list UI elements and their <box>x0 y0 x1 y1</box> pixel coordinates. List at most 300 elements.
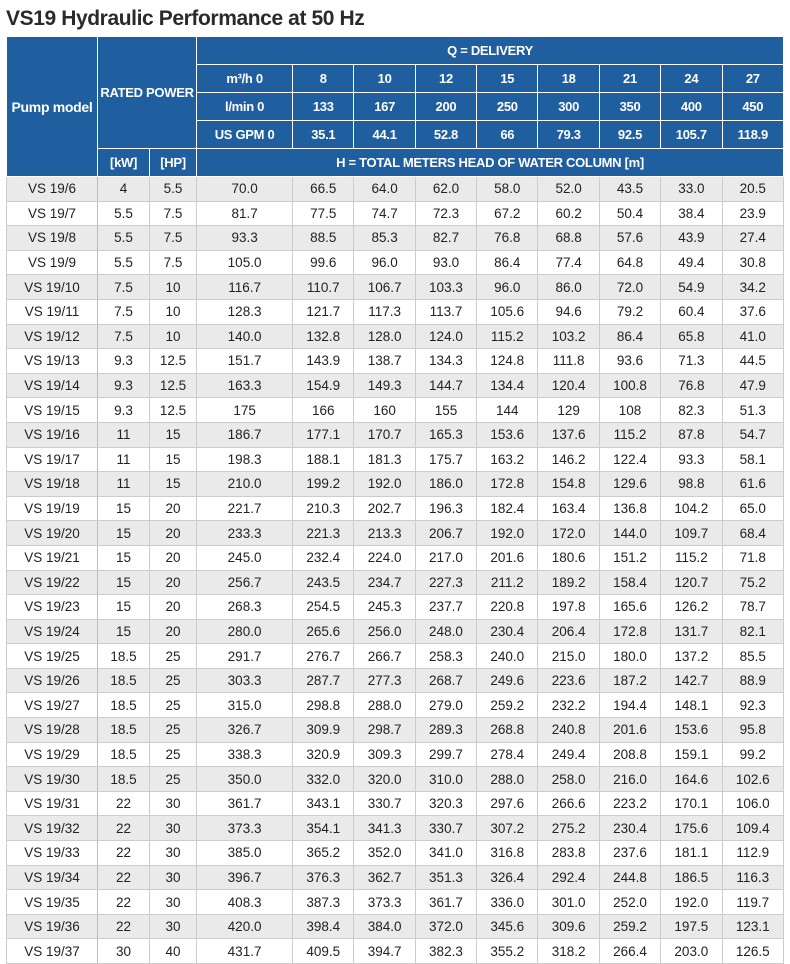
table-row <box>7 275 784 300</box>
pump-model-cell: VS 19/8 <box>7 226 98 251</box>
head-value-cell: 186.7 <box>197 422 293 447</box>
pump-model-cell: VS 19/32 <box>7 816 98 841</box>
head-value-cell: 43.9 <box>661 226 722 251</box>
pump-model-cell: VS 19/18 <box>7 472 98 497</box>
table-row <box>7 201 784 226</box>
head-value-cell: 131.7 <box>661 619 722 644</box>
head-value-cell: 121.7 <box>293 299 354 324</box>
power-kw-cell: 22 <box>98 791 150 816</box>
head-value-cell: 221.7 <box>197 496 293 521</box>
head-value-cell: 291.7 <box>197 644 293 669</box>
power-kw-cell: 15 <box>98 570 150 595</box>
power-hp-cell: 15 <box>150 422 197 447</box>
power-kw-cell: 15 <box>98 545 150 570</box>
table-row <box>7 570 784 595</box>
head-value-cell: 102.6 <box>722 767 784 792</box>
power-hp-cell: 30 <box>150 865 197 890</box>
performance-table <box>6 36 784 964</box>
head-value-cell: 409.5 <box>293 939 354 964</box>
head-value-cell: 64.8 <box>599 250 660 275</box>
head-value-cell: 279.0 <box>415 693 476 718</box>
pump-model-cell: VS 19/23 <box>7 595 98 620</box>
table-row <box>7 914 784 939</box>
power-kw-cell: 11 <box>98 472 150 497</box>
head-value-cell: 186.0 <box>415 472 476 497</box>
head-value-cell: 86.4 <box>477 250 538 275</box>
power-hp-cell: 10 <box>150 299 197 324</box>
head-value-cell: 134.4 <box>477 373 538 398</box>
head-value-cell: 326.4 <box>477 865 538 890</box>
pump-model-cell: VS 19/12 <box>7 324 98 349</box>
head-value-cell: 213.3 <box>354 521 415 546</box>
power-hp-cell: 25 <box>150 718 197 743</box>
head-value-cell: 38.4 <box>661 201 722 226</box>
head-value-cell: 105.6 <box>477 299 538 324</box>
head-value-cell: 87.8 <box>661 422 722 447</box>
pump-model-cell: VS 19/13 <box>7 349 98 374</box>
head-value-cell: 343.1 <box>293 791 354 816</box>
head-value-cell: 128.3 <box>197 299 293 324</box>
power-kw-cell: 9.3 <box>98 398 150 423</box>
head-value-cell: 310.0 <box>415 767 476 792</box>
head-value-cell: 211.2 <box>477 570 538 595</box>
head-value-cell: 109.4 <box>722 816 784 841</box>
head-value-cell: 232.2 <box>538 693 599 718</box>
head-value-cell: 143.9 <box>293 349 354 374</box>
head-value-cell: 320.9 <box>293 742 354 767</box>
head-value-cell: 82.1 <box>722 619 784 644</box>
pump-model-cell: VS 19/14 <box>7 373 98 398</box>
head-value-cell: 266.7 <box>354 644 415 669</box>
head-value-cell: 144.7 <box>415 373 476 398</box>
table-row <box>7 521 784 546</box>
power-hp-cell: 20 <box>150 496 197 521</box>
head-value-cell: 408.3 <box>197 890 293 915</box>
table-row <box>7 545 784 570</box>
head-value-cell: 120.7 <box>661 570 722 595</box>
head-value-cell: 111.8 <box>538 349 599 374</box>
head-value-cell: 192.0 <box>661 890 722 915</box>
head-value-cell: 318.2 <box>538 939 599 964</box>
power-kw-cell: 15 <box>98 619 150 644</box>
head-value-cell: 148.1 <box>661 693 722 718</box>
power-hp-cell: 15 <box>150 447 197 472</box>
head-value-cell: 86.0 <box>538 275 599 300</box>
head-value-cell: 197.8 <box>538 595 599 620</box>
head-value-cell: 136.8 <box>599 496 660 521</box>
power-hp-cell: 40 <box>150 939 197 964</box>
table-row <box>7 496 784 521</box>
head-value-cell: 134.3 <box>415 349 476 374</box>
head-value-cell: 303.3 <box>197 668 293 693</box>
head-value-cell: 115.2 <box>477 324 538 349</box>
power-hp-cell: 30 <box>150 791 197 816</box>
head-value-cell: 34.2 <box>722 275 784 300</box>
table-row <box>7 668 784 693</box>
table-row <box>7 816 784 841</box>
head-value-cell: 81.7 <box>197 201 293 226</box>
head-value-cell: 248.0 <box>415 619 476 644</box>
pump-model-cell: VS 19/17 <box>7 447 98 472</box>
head-value-cell: 96.0 <box>354 250 415 275</box>
pump-model-cell: VS 19/26 <box>7 668 98 693</box>
head-value-cell: 108 <box>599 398 660 423</box>
flow-unit-label: m³/h 0 <box>197 65 293 93</box>
head-value-cell: 373.3 <box>197 816 293 841</box>
head-value-cell: 99.6 <box>293 250 354 275</box>
head-value-cell: 159.1 <box>661 742 722 767</box>
head-value-cell: 280.0 <box>197 619 293 644</box>
head-value-cell: 232.4 <box>293 545 354 570</box>
head-value-cell: 27.4 <box>722 226 784 251</box>
table-row <box>7 472 784 497</box>
power-hp-cell: 30 <box>150 841 197 866</box>
head-value-cell: 106.7 <box>354 275 415 300</box>
head-value-cell: 350.0 <box>197 767 293 792</box>
head-value-cell: 249.4 <box>538 742 599 767</box>
head-value-cell: 297.6 <box>477 791 538 816</box>
flow-value: 35.1 <box>293 121 354 149</box>
head-value-cell: 307.2 <box>477 816 538 841</box>
head-value-cell: 276.7 <box>293 644 354 669</box>
power-hp-cell: 7.5 <box>150 250 197 275</box>
head-value-cell: 230.4 <box>599 816 660 841</box>
head-value-cell: 95.8 <box>722 718 784 743</box>
head-value-cell: 98.8 <box>661 472 722 497</box>
head-value-cell: 65.0 <box>722 496 784 521</box>
head-value-cell: 275.2 <box>538 816 599 841</box>
head-value-cell: 362.7 <box>354 865 415 890</box>
power-hp-cell: 10 <box>150 275 197 300</box>
flow-value: 24 <box>661 65 722 93</box>
head-value-cell: 372.0 <box>415 914 476 939</box>
power-hp-cell: 5.5 <box>150 177 197 202</box>
power-hp-cell: 20 <box>150 521 197 546</box>
head-value-cell: 66.5 <box>293 177 354 202</box>
head-value-cell: 115.2 <box>661 545 722 570</box>
table-row <box>7 324 784 349</box>
power-hp-cell: 15 <box>150 472 197 497</box>
flow-value: 118.9 <box>722 121 784 149</box>
power-kw-cell: 15 <box>98 595 150 620</box>
head-value-cell: 330.7 <box>415 816 476 841</box>
head-value-cell: 44.5 <box>722 349 784 374</box>
head-value-cell: 266.6 <box>538 791 599 816</box>
pump-model-cell: VS 19/22 <box>7 570 98 595</box>
head-value-cell: 71.8 <box>722 545 784 570</box>
flow-value: 79.3 <box>538 121 599 149</box>
head-value-cell: 220.8 <box>477 595 538 620</box>
head-value-cell: 50.4 <box>599 201 660 226</box>
head-value-cell: 154.8 <box>538 472 599 497</box>
power-kw-cell: 11 <box>98 447 150 472</box>
head-value-cell: 181.3 <box>354 447 415 472</box>
head-value-cell: 210.3 <box>293 496 354 521</box>
head-value-cell: 23.9 <box>722 201 784 226</box>
head-value-cell: 355.2 <box>477 939 538 964</box>
pump-model-cell: VS 19/20 <box>7 521 98 546</box>
head-value-cell: 100.8 <box>599 373 660 398</box>
pump-model-cell: VS 19/25 <box>7 644 98 669</box>
head-value-cell: 188.1 <box>293 447 354 472</box>
head-value-cell: 165.6 <box>599 595 660 620</box>
head-value-cell: 96.0 <box>477 275 538 300</box>
head-value-cell: 420.0 <box>197 914 293 939</box>
pump-model-cell: VS 19/16 <box>7 422 98 447</box>
head-value-cell: 245.3 <box>354 595 415 620</box>
head-value-cell: 223.2 <box>599 791 660 816</box>
head-value-cell: 361.7 <box>197 791 293 816</box>
table-row <box>7 177 784 202</box>
flow-value: 18 <box>538 65 599 93</box>
flow-unit-label: l/min 0 <box>197 93 293 121</box>
pump-model-cell: VS 19/24 <box>7 619 98 644</box>
head-value-cell: 240.8 <box>538 718 599 743</box>
power-hp-cell: 30 <box>150 816 197 841</box>
head-value-cell: 182.4 <box>477 496 538 521</box>
head-value-cell: 336.0 <box>477 890 538 915</box>
head-value-cell: 172.8 <box>599 619 660 644</box>
power-hp-cell: 12.5 <box>150 398 197 423</box>
head-value-cell: 210.0 <box>197 472 293 497</box>
head-value-cell: 142.7 <box>661 668 722 693</box>
head-value-cell: 123.1 <box>722 914 784 939</box>
head-value-cell: 93.3 <box>197 226 293 251</box>
head-value-cell: 234.7 <box>354 570 415 595</box>
head-value-cell: 277.3 <box>354 668 415 693</box>
head-value-cell: 283.8 <box>538 841 599 866</box>
head-value-cell: 299.7 <box>415 742 476 767</box>
flow-value: 250 <box>477 93 538 121</box>
power-hp-cell: 7.5 <box>150 201 197 226</box>
head-value-cell: 172.0 <box>538 521 599 546</box>
power-hp-cell: 12.5 <box>150 349 197 374</box>
power-kw-cell: 7.5 <box>98 324 150 349</box>
head-value-cell: 309.3 <box>354 742 415 767</box>
head-value-cell: 298.7 <box>354 718 415 743</box>
power-kw-cell: 9.3 <box>98 373 150 398</box>
table-row <box>7 250 784 275</box>
head-value-cell: 330.7 <box>354 791 415 816</box>
flow-value: 15 <box>477 65 538 93</box>
head-value-cell: 61.6 <box>722 472 784 497</box>
head-value-cell: 60.2 <box>538 201 599 226</box>
flow-value: 133 <box>293 93 354 121</box>
head-value-cell: 79.2 <box>599 299 660 324</box>
head-value-cell: 124.0 <box>415 324 476 349</box>
head-value-cell: 265.6 <box>293 619 354 644</box>
table-row <box>7 890 784 915</box>
head-value-cell: 309.9 <box>293 718 354 743</box>
power-kw-cell: 18.5 <box>98 668 150 693</box>
head-value-cell: 110.7 <box>293 275 354 300</box>
head-value-cell: 113.7 <box>415 299 476 324</box>
head-value-cell: 93.6 <box>599 349 660 374</box>
head-value-cell: 240.0 <box>477 644 538 669</box>
head-value-cell: 52.0 <box>538 177 599 202</box>
head-value-cell: 149.3 <box>354 373 415 398</box>
head-value-cell: 43.5 <box>599 177 660 202</box>
head-value-cell: 74.7 <box>354 201 415 226</box>
head-value-cell: 266.4 <box>599 939 660 964</box>
power-hp-cell: 30 <box>150 914 197 939</box>
head-value-cell: 221.3 <box>293 521 354 546</box>
head-value-cell: 254.5 <box>293 595 354 620</box>
head-value-cell: 203.0 <box>661 939 722 964</box>
head-value-cell: 115.2 <box>599 422 660 447</box>
pump-model-cell: VS 19/34 <box>7 865 98 890</box>
head-value-cell: 158.4 <box>599 570 660 595</box>
head-value-cell: 170.7 <box>354 422 415 447</box>
head-value-cell: 268.8 <box>477 718 538 743</box>
head-value-cell: 345.6 <box>477 914 538 939</box>
head-value-cell: 68.8 <box>538 226 599 251</box>
head-value-cell: 309.6 <box>538 914 599 939</box>
pump-model-cell: VS 19/10 <box>7 275 98 300</box>
head-value-cell: 243.5 <box>293 570 354 595</box>
head-value-cell: 289.3 <box>415 718 476 743</box>
head-value-cell: 60.4 <box>661 299 722 324</box>
power-kw-cell: 18.5 <box>98 718 150 743</box>
flow-value: 105.7 <box>661 121 722 149</box>
head-value-cell: 67.2 <box>477 201 538 226</box>
power-kw-cell: 22 <box>98 890 150 915</box>
head-value-cell: 373.3 <box>354 890 415 915</box>
pump-model-cell: VS 19/28 <box>7 718 98 743</box>
head-value-cell: 320.0 <box>354 767 415 792</box>
head-value-cell: 384.0 <box>354 914 415 939</box>
head-value-cell: 163.2 <box>477 447 538 472</box>
table-row <box>7 349 784 374</box>
head-value-cell: 338.3 <box>197 742 293 767</box>
head-value-cell: 259.2 <box>599 914 660 939</box>
power-kw-cell: 22 <box>98 865 150 890</box>
head-value-cell: 77.4 <box>538 250 599 275</box>
table-row <box>7 299 784 324</box>
head-value-cell: 206.7 <box>415 521 476 546</box>
head-value-cell: 224.0 <box>354 545 415 570</box>
head-value-cell: 256.7 <box>197 570 293 595</box>
head-value-cell: 278.4 <box>477 742 538 767</box>
head-value-cell: 180.6 <box>538 545 599 570</box>
head-value-cell: 192.0 <box>477 521 538 546</box>
head-value-cell: 292.4 <box>538 865 599 890</box>
table-row <box>7 422 784 447</box>
head-value-cell: 382.3 <box>415 939 476 964</box>
head-value-cell: 332.0 <box>293 767 354 792</box>
power-kw-cell: 22 <box>98 816 150 841</box>
power-kw-cell: 11 <box>98 422 150 447</box>
power-kw-cell: 30 <box>98 939 150 964</box>
head-value-cell: 116.3 <box>722 865 784 890</box>
pump-model-cell: VS 19/35 <box>7 890 98 915</box>
head-value-cell: 104.2 <box>661 496 722 521</box>
power-kw-cell: 15 <box>98 496 150 521</box>
head-value-cell: 288.0 <box>477 767 538 792</box>
head-value-cell: 223.6 <box>538 668 599 693</box>
power-kw-cell: 4 <box>98 177 150 202</box>
head-value-cell: 140.0 <box>197 324 293 349</box>
head-value-cell: 237.7 <box>415 595 476 620</box>
head-value-cell: 398.4 <box>293 914 354 939</box>
head-value-cell: 288.0 <box>354 693 415 718</box>
flow-value: 300 <box>538 93 599 121</box>
pump-model-cell: VS 19/30 <box>7 767 98 792</box>
head-value-cell: 202.7 <box>354 496 415 521</box>
head-value-cell: 165.3 <box>415 422 476 447</box>
pump-model-cell: VS 19/15 <box>7 398 98 423</box>
pump-model-cell: VS 19/11 <box>7 299 98 324</box>
head-value-cell: 301.0 <box>538 890 599 915</box>
head-value-cell: 88.5 <box>293 226 354 251</box>
head-value-cell: 230.4 <box>477 619 538 644</box>
head-value-cell: 320.3 <box>415 791 476 816</box>
head-value-cell: 71.3 <box>661 349 722 374</box>
head-value-cell: 77.5 <box>293 201 354 226</box>
power-kw-cell: 18.5 <box>98 693 150 718</box>
head-value-cell: 206.4 <box>538 619 599 644</box>
head-value-cell: 187.2 <box>599 668 660 693</box>
table-row <box>7 693 784 718</box>
head-value-cell: 199.2 <box>293 472 354 497</box>
head-value-cell: 33.0 <box>661 177 722 202</box>
head-value-cell: 163.3 <box>197 373 293 398</box>
head-value-cell: 208.8 <box>599 742 660 767</box>
table-body <box>7 177 784 964</box>
power-kw-cell: 18.5 <box>98 644 150 669</box>
flow-value: 8 <box>293 65 354 93</box>
head-header: H = TOTAL METERS HEAD OF WATER COLUMN [m] <box>197 149 784 177</box>
head-value-cell: 287.7 <box>293 668 354 693</box>
table-row <box>7 595 784 620</box>
table-row <box>7 644 784 669</box>
head-value-cell: 153.6 <box>661 718 722 743</box>
flow-unit-label: US GPM 0 <box>197 121 293 149</box>
flow-value: 27 <box>722 65 784 93</box>
head-value-cell: 252.0 <box>599 890 660 915</box>
power-hp-cell: 7.5 <box>150 226 197 251</box>
head-value-cell: 144.0 <box>599 521 660 546</box>
q-delivery-header: Q = DELIVERY <box>197 37 784 65</box>
head-value-cell: 268.7 <box>415 668 476 693</box>
power-kw-cell: 7.5 <box>98 275 150 300</box>
head-value-cell: 103.2 <box>538 324 599 349</box>
flow-value: 52.8 <box>415 121 476 149</box>
head-value-cell: 164.6 <box>661 767 722 792</box>
pump-model-cell: VS 19/27 <box>7 693 98 718</box>
pump-model-cell: VS 19/7 <box>7 201 98 226</box>
head-value-cell: 72.0 <box>599 275 660 300</box>
pump-model-header: Pump model <box>7 37 98 177</box>
head-value-cell: 119.7 <box>722 890 784 915</box>
head-value-cell: 196.3 <box>415 496 476 521</box>
head-value-cell: 352.0 <box>354 841 415 866</box>
head-value-cell: 396.7 <box>197 865 293 890</box>
flow-value: 10 <box>354 65 415 93</box>
head-value-cell: 186.5 <box>661 865 722 890</box>
flow-value: 66 <box>477 121 538 149</box>
power-kw-cell: 15 <box>98 521 150 546</box>
head-value-cell: 217.0 <box>415 545 476 570</box>
power-kw-cell: 7.5 <box>98 299 150 324</box>
power-hp-cell: 12.5 <box>150 373 197 398</box>
head-value-cell: 132.8 <box>293 324 354 349</box>
power-kw-cell: 5.5 <box>98 201 150 226</box>
head-value-cell: 129 <box>538 398 599 423</box>
head-value-cell: 163.4 <box>538 496 599 521</box>
head-value-cell: 54.9 <box>661 275 722 300</box>
pump-model-cell: VS 19/21 <box>7 545 98 570</box>
